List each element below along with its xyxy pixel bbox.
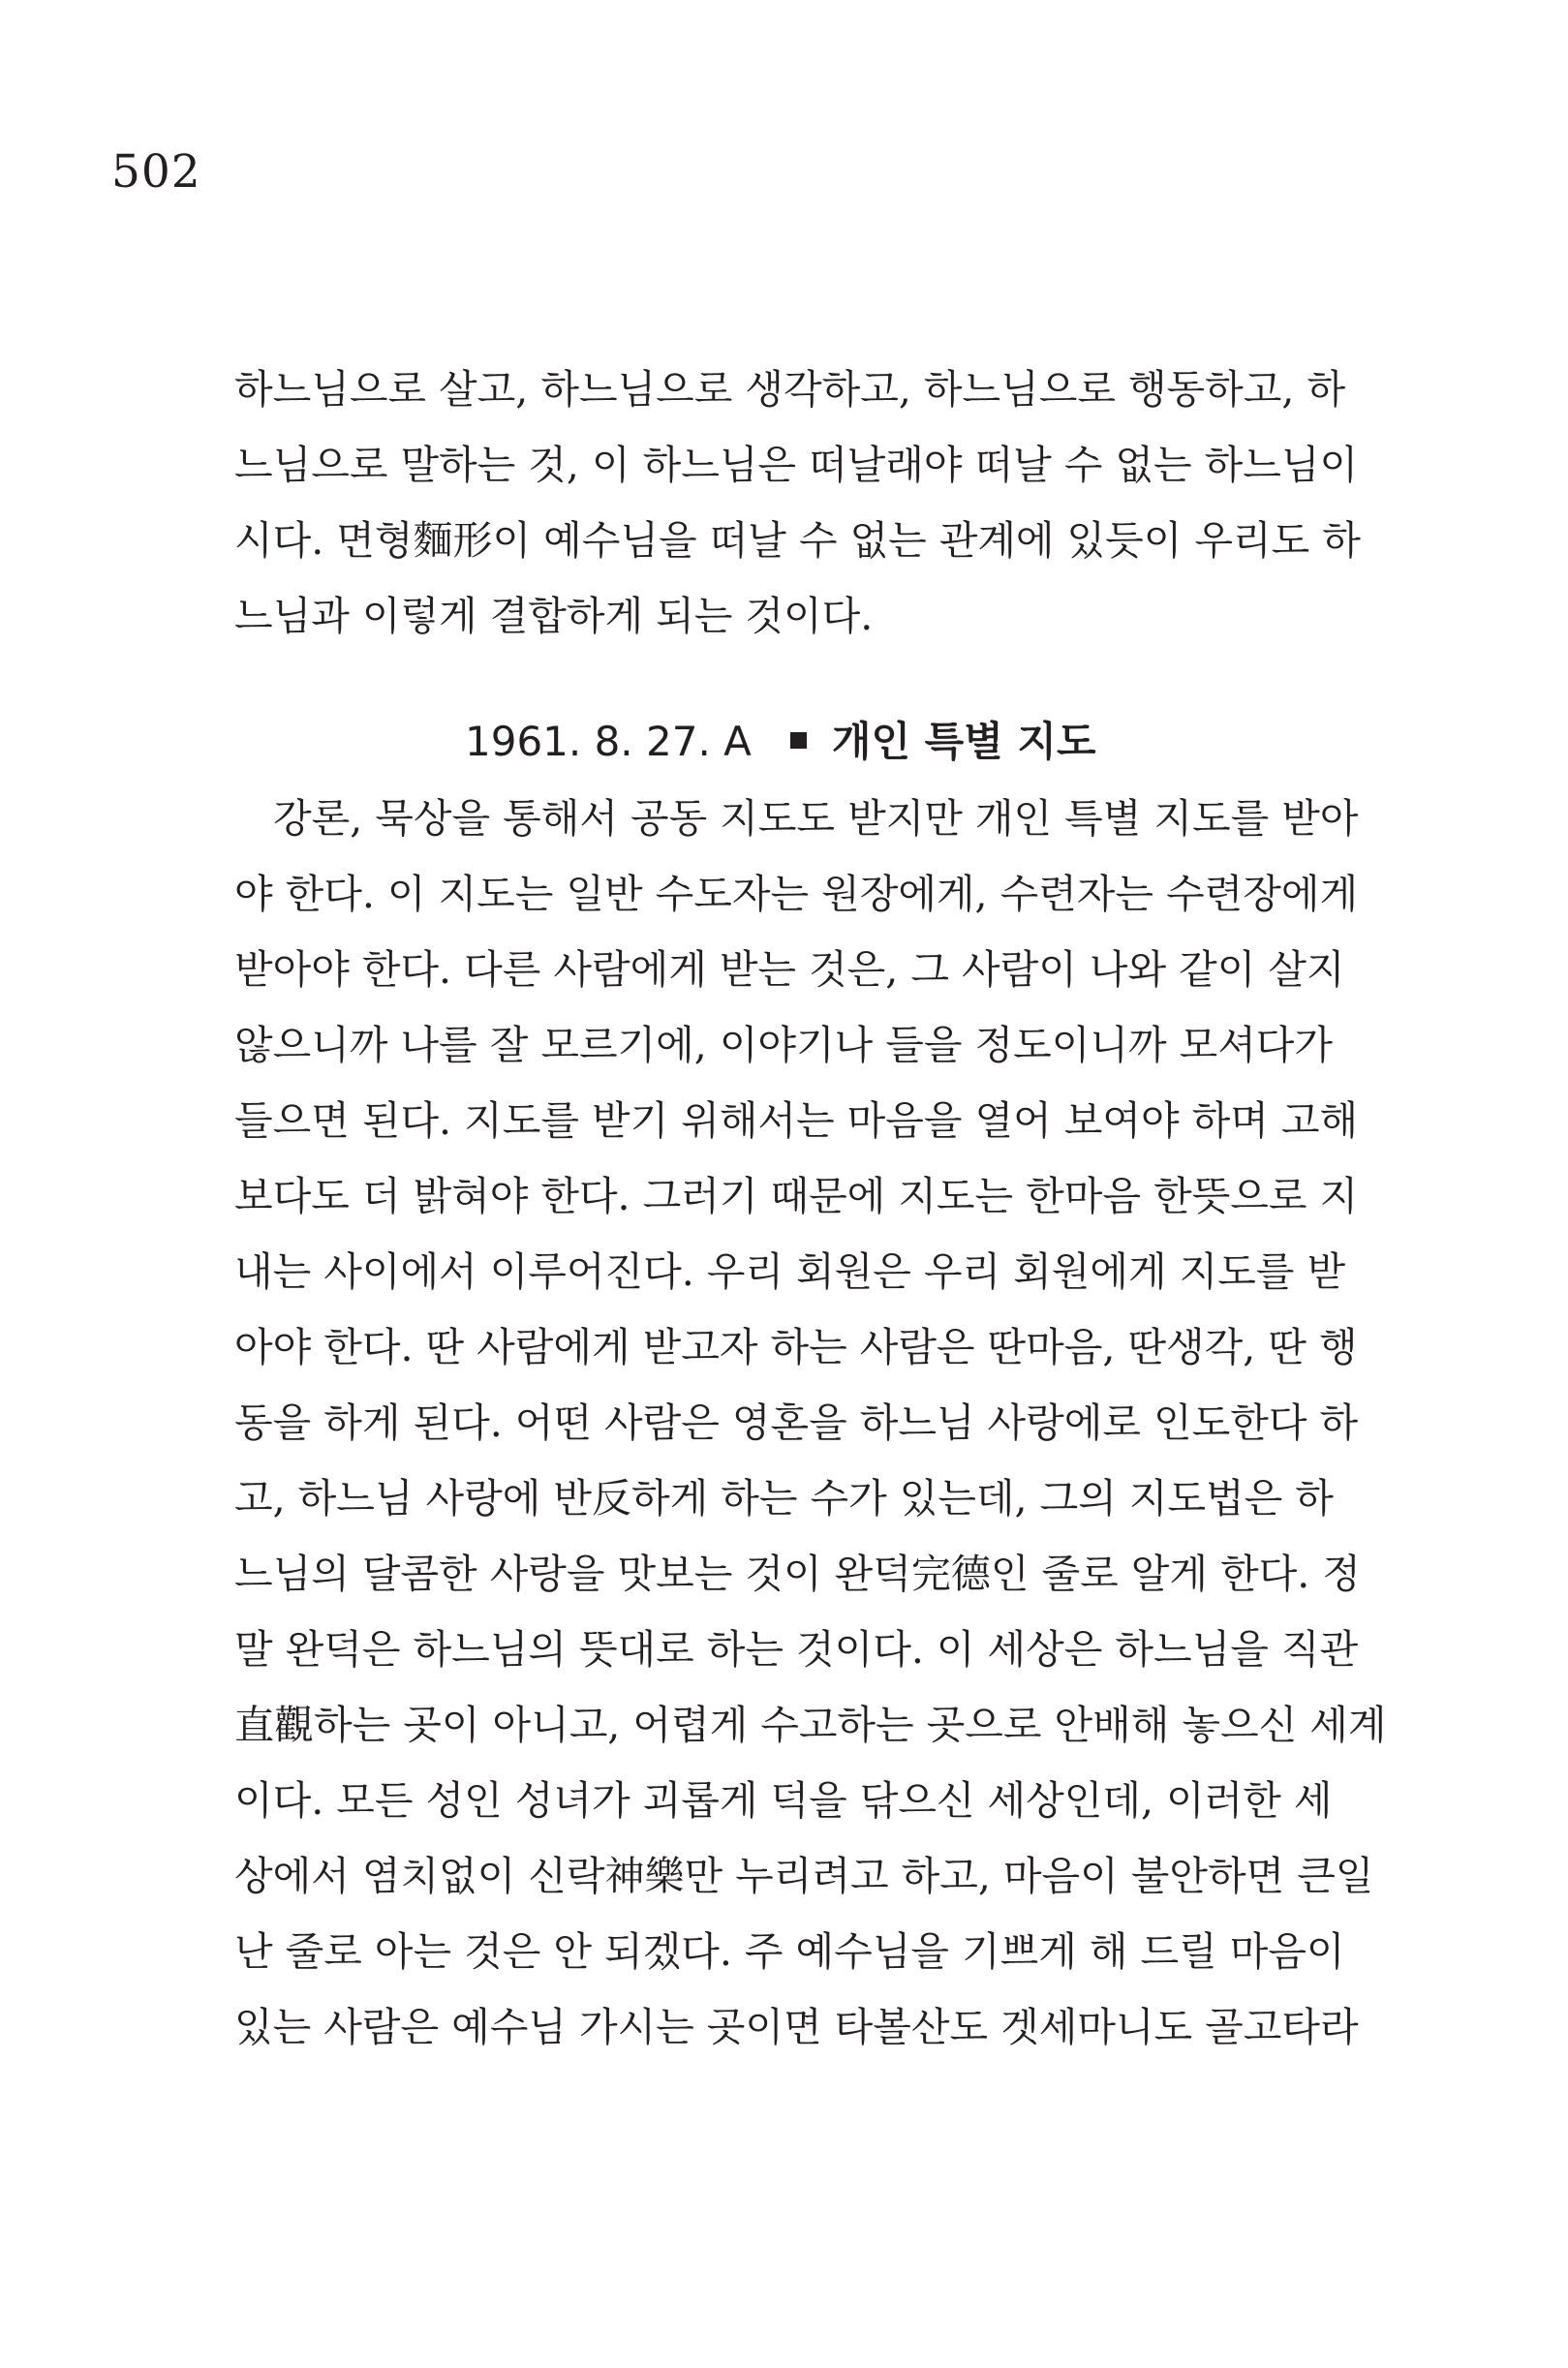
text-line: 난 줄로 아는 것은 안 되겠다. 주 예수님을 기쁘게 해 드릴 마음이 <box>234 1928 1345 1975</box>
text-line: 있는 사람은 예수님 가시는 곳이면 타볼산도 겟세마니도 골고타라 <box>234 2004 1359 2050</box>
text-line: 直觀하는 곳이 아니고, 어렵게 수고하는 곳으로 안배해 놓으신 세계 <box>234 1702 1387 1748</box>
section-date: 1961. 8. 27. A <box>465 718 752 765</box>
paragraph-1 <box>234 352 1361 654</box>
text-line: 보다도 더 밝혀야 한다. 그러기 때문에 지도는 한마음 한뜻으로 지 <box>234 1173 1359 1219</box>
text-line: 않으니까 나를 잘 모르기에, 이야기나 들을 정도이니까 모셔다가 <box>234 1022 1334 1068</box>
text-line: 이다. 모든 성인 성녀가 괴롭게 덕을 닦으신 세상인데, 이러한 세 <box>234 1777 1333 1824</box>
text-line: 느님의 달콤한 사랑을 맛보는 것이 완덕完德인 줄로 알게 한다. 정 <box>234 1551 1361 1597</box>
text-line: 느님으로 말하는 것, 이 하느님은 떠날래야 떠날 수 없는 하느님이 <box>234 442 1359 488</box>
text-line: 하느님으로 살고, 하느님으로 생각하고, 하느님으로 행동하고, 하 <box>234 366 1346 413</box>
paragraph-2 <box>234 781 1387 2065</box>
text-line: 내는 사이에서 이루어진다. 우리 회원은 우리 회원에게 지도를 받 <box>234 1248 1346 1295</box>
page-number: 502 <box>111 145 201 199</box>
text-line: 동을 하게 된다. 어떤 사람은 영혼을 하느님 사랑에로 인도한다 하 <box>234 1399 1359 1446</box>
text-line: 야 한다. 이 지도는 일반 수도자는 원장에게, 수련자는 수련장에게 <box>234 871 1359 917</box>
text-line: 강론, 묵상을 통해서 공동 지도도 받지만 개인 특별 지도를 받아 <box>273 795 1359 842</box>
section-title: 개인 특별 지도 <box>831 718 1096 765</box>
section-heading <box>465 707 1096 777</box>
text-line: 말 완덕은 하느님의 뜻대로 하는 것이다. 이 세상은 하느님을 직관 <box>234 1626 1359 1673</box>
text-line: 시다. 면형麵形이 예수님을 떠날 수 없는 관계에 있듯이 우리도 하 <box>234 517 1361 564</box>
text-line: 고, 하느님 사랑에 반反하게 하는 수가 있는데, 그의 지도법은 하 <box>234 1475 1334 1522</box>
text-line: 아야 한다. 딴 사람에게 받고자 하는 사람은 딴마음, 딴생각, 딴 행 <box>234 1324 1358 1370</box>
text-line: 느님과 이렇게 결합하게 되는 것이다. <box>234 593 874 639</box>
text-line: 상에서 염치없이 신락神樂만 누리려고 하고, 마음이 불안하면 큰일 <box>234 1853 1374 1899</box>
text-line: 들으면 된다. 지도를 받기 위해서는 마음을 열어 보여야 하며 고해 <box>234 1097 1359 1144</box>
square-bullet-icon <box>790 732 807 749</box>
text-line: 받아야 한다. 다른 사람에게 받는 것은, 그 사람이 나와 같이 살지 <box>234 946 1345 993</box>
